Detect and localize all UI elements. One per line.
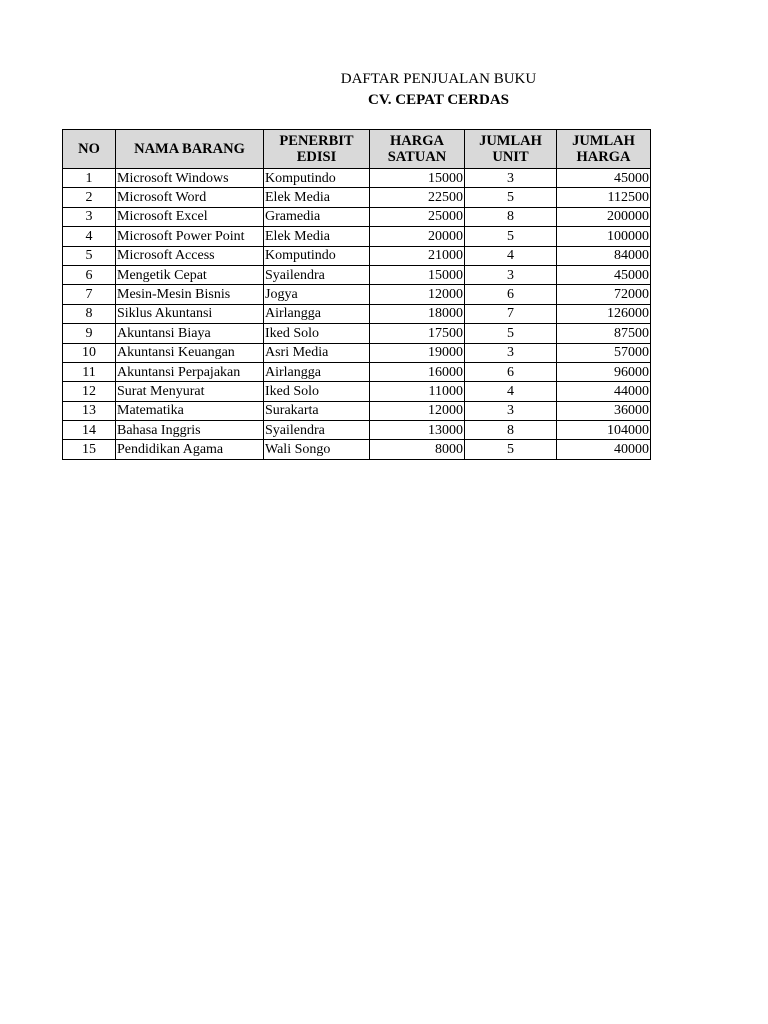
cell-jumlah-harga: 40000 xyxy=(557,440,651,459)
cell-harga-satuan: 20000 xyxy=(370,227,465,246)
cell-nama-barang: Matematika xyxy=(116,401,264,420)
cell-no: 14 xyxy=(63,421,116,440)
cell-harga-satuan: 12000 xyxy=(370,285,465,304)
cell-penerbit: Elek Media xyxy=(264,188,370,207)
cell-nama-barang: Microsoft Windows xyxy=(116,169,264,188)
table-row xyxy=(63,362,651,381)
cell-jumlah-unit: 5 xyxy=(465,440,557,459)
cell-nama-barang: Akuntansi Keuangan xyxy=(116,343,264,362)
header-no: NO xyxy=(63,130,116,169)
cell-jumlah-harga: 200000 xyxy=(557,207,651,226)
cell-jumlah-unit: 5 xyxy=(465,227,557,246)
cell-harga-satuan: 22500 xyxy=(370,188,465,207)
cell-jumlah-unit: 6 xyxy=(465,362,557,381)
table-row xyxy=(63,265,651,284)
cell-nama-barang: Bahasa Inggris xyxy=(116,421,264,440)
cell-harga-satuan: 13000 xyxy=(370,421,465,440)
cell-no: 3 xyxy=(63,207,116,226)
cell-harga-satuan: 11000 xyxy=(370,382,465,401)
sales-table xyxy=(62,129,651,460)
cell-harga-satuan: 8000 xyxy=(370,440,465,459)
cell-jumlah-harga: 36000 xyxy=(557,401,651,420)
cell-jumlah-harga: 100000 xyxy=(557,227,651,246)
cell-no: 15 xyxy=(63,440,116,459)
cell-no: 4 xyxy=(63,227,116,246)
table-row xyxy=(63,382,651,401)
cell-nama-barang: Surat Menyurat xyxy=(116,382,264,401)
cell-jumlah-harga: 45000 xyxy=(557,265,651,284)
document-title: DAFTAR PENJUALAN BUKU xyxy=(340,71,537,87)
cell-penerbit: Syailendra xyxy=(264,265,370,284)
cell-no: 12 xyxy=(63,382,116,401)
table-row xyxy=(63,324,651,343)
cell-penerbit: Iked Solo xyxy=(264,382,370,401)
cell-jumlah-unit: 3 xyxy=(465,265,557,284)
table-row xyxy=(63,440,651,459)
cell-no: 7 xyxy=(63,285,116,304)
cell-jumlah-unit: 4 xyxy=(465,382,557,401)
table-header-row xyxy=(63,130,651,169)
table-row xyxy=(63,188,651,207)
cell-jumlah-unit: 3 xyxy=(465,169,557,188)
cell-jumlah-harga: 84000 xyxy=(557,246,651,265)
cell-jumlah-harga: 96000 xyxy=(557,362,651,381)
cell-nama-barang: Siklus Akuntansi xyxy=(116,304,264,323)
cell-penerbit: Komputindo xyxy=(264,246,370,265)
table-row xyxy=(63,285,651,304)
title-block xyxy=(0,69,768,111)
header-harga-satuan: HARGA SATUAN xyxy=(370,130,465,169)
cell-jumlah-unit: 8 xyxy=(465,207,557,226)
cell-nama-barang: Akuntansi Perpajakan xyxy=(116,362,264,381)
cell-penerbit: Airlangga xyxy=(264,304,370,323)
cell-no: 6 xyxy=(63,265,116,284)
cell-jumlah-unit: 3 xyxy=(465,343,557,362)
cell-harga-satuan: 16000 xyxy=(370,362,465,381)
cell-jumlah-harga: 45000 xyxy=(557,169,651,188)
cell-harga-satuan: 21000 xyxy=(370,246,465,265)
table-row xyxy=(63,401,651,420)
table-row xyxy=(63,227,651,246)
cell-jumlah-unit: 7 xyxy=(465,304,557,323)
cell-nama-barang: Microsoft Access xyxy=(116,246,264,265)
cell-no: 8 xyxy=(63,304,116,323)
cell-nama-barang: Mengetik Cepat xyxy=(116,265,264,284)
cell-jumlah-harga: 72000 xyxy=(557,285,651,304)
cell-nama-barang: Microsoft Word xyxy=(116,188,264,207)
cell-penerbit: Asri Media xyxy=(264,343,370,362)
cell-nama-barang: Microsoft Power Point xyxy=(116,227,264,246)
cell-jumlah-unit: 3 xyxy=(465,401,557,420)
cell-harga-satuan: 18000 xyxy=(370,304,465,323)
cell-penerbit: Gramedia xyxy=(264,207,370,226)
cell-jumlah-harga: 57000 xyxy=(557,343,651,362)
cell-nama-barang: Microsoft Excel xyxy=(116,207,264,226)
cell-penerbit: Jogya xyxy=(264,285,370,304)
cell-nama-barang: Akuntansi Biaya xyxy=(116,324,264,343)
cell-jumlah-unit: 4 xyxy=(465,246,557,265)
cell-jumlah-harga: 44000 xyxy=(557,382,651,401)
cell-penerbit: Airlangga xyxy=(264,362,370,381)
cell-jumlah-harga: 104000 xyxy=(557,421,651,440)
cell-jumlah-harga: 126000 xyxy=(557,304,651,323)
cell-jumlah-harga: 87500 xyxy=(557,324,651,343)
cell-penerbit: Iked Solo xyxy=(264,324,370,343)
cell-jumlah-unit: 8 xyxy=(465,421,557,440)
table-row xyxy=(63,246,651,265)
company-name: CV. CEPAT CERDAS xyxy=(368,92,509,108)
cell-penerbit: Elek Media xyxy=(264,227,370,246)
cell-harga-satuan: 12000 xyxy=(370,401,465,420)
table-row xyxy=(63,421,651,440)
cell-harga-satuan: 15000 xyxy=(370,169,465,188)
cell-penerbit: Komputindo xyxy=(264,169,370,188)
cell-harga-satuan: 15000 xyxy=(370,265,465,284)
cell-no: 5 xyxy=(63,246,116,265)
header-jumlah-unit: JUMLAH UNIT xyxy=(465,130,557,169)
table-row xyxy=(63,207,651,226)
cell-no: 1 xyxy=(63,169,116,188)
header-penerbit-edisi: PENERBIT EDISI xyxy=(264,130,370,169)
cell-penerbit: Wali Songo xyxy=(264,440,370,459)
cell-no: 10 xyxy=(63,343,116,362)
cell-jumlah-unit: 5 xyxy=(465,188,557,207)
header-jumlah-harga: JUMLAH HARGA xyxy=(557,130,651,169)
table-row xyxy=(63,304,651,323)
cell-no: 13 xyxy=(63,401,116,420)
cell-no: 2 xyxy=(63,188,116,207)
cell-harga-satuan: 25000 xyxy=(370,207,465,226)
cell-nama-barang: Mesin-Mesin Bisnis xyxy=(116,285,264,304)
header-nama-barang: NAMA BARANG xyxy=(116,130,264,169)
cell-nama-barang: Pendidikan Agama xyxy=(116,440,264,459)
cell-jumlah-unit: 5 xyxy=(465,324,557,343)
cell-no: 9 xyxy=(63,324,116,343)
table-body xyxy=(63,169,651,460)
cell-penerbit: Surakarta xyxy=(264,401,370,420)
table-row xyxy=(63,343,651,362)
cell-harga-satuan: 17500 xyxy=(370,324,465,343)
cell-jumlah-unit: 6 xyxy=(465,285,557,304)
cell-jumlah-harga: 112500 xyxy=(557,188,651,207)
cell-penerbit: Syailendra xyxy=(264,421,370,440)
cell-no: 11 xyxy=(63,362,116,381)
cell-harga-satuan: 19000 xyxy=(370,343,465,362)
table-row xyxy=(63,169,651,188)
